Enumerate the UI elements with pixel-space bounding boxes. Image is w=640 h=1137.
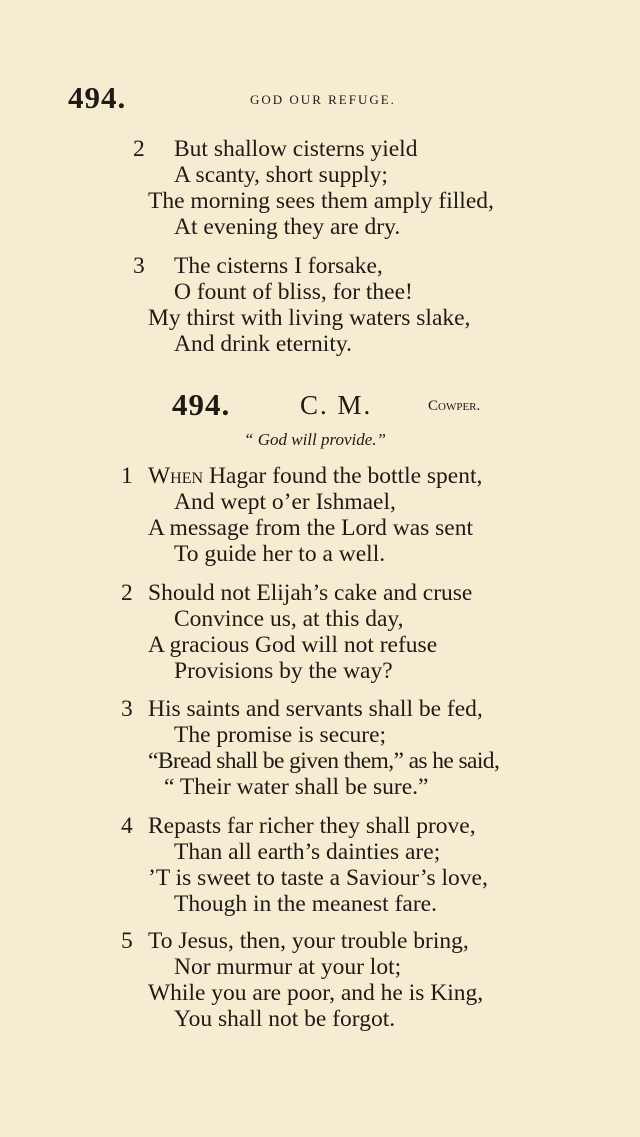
verse-line: You shall not be forgot. — [174, 1006, 396, 1032]
verse-line: A scanty, short supply; — [174, 162, 388, 188]
verse-line: Should not Elijah’s cake and cruse — [148, 580, 473, 606]
verse-line: At evening they are dry. — [174, 214, 401, 240]
verse-number: 3 — [133, 253, 145, 279]
verse-number: 2 — [121, 580, 133, 606]
hymn-number: 494. — [172, 387, 231, 422]
verse-line: ’T is sweet to taste a Saviour’s love, — [148, 865, 488, 891]
verse-line: The morning sees them amply filled, — [148, 188, 494, 214]
page-number: 494. — [68, 80, 127, 115]
verse-line: Than all earth’s dainties are; — [174, 839, 441, 865]
verse-line: Provisions by the way? — [174, 658, 393, 684]
verse-number: 2 — [133, 136, 145, 162]
verse-number: 4 — [121, 813, 133, 839]
verse-number: 3 — [121, 696, 133, 722]
verse-line: Repasts far richer they shall prove, — [148, 813, 476, 839]
hymn-author: Cowper. — [428, 398, 481, 414]
verse-line: And wept o’er Ishmael, — [174, 489, 396, 515]
verse-line: Though in the meanest fare. — [174, 891, 437, 917]
verse-line: To guide her to a well. — [174, 541, 386, 567]
verse-line: My thirst with living waters slake, — [148, 305, 471, 331]
verse-line: “Bread shall be given them,” as he said, — [148, 748, 500, 774]
verse-line: His saints and servants shall be fed, — [148, 696, 483, 722]
verse-line: When Hagar found the bottle spent, — [148, 463, 483, 489]
verse-line: And drink eternity. — [174, 331, 352, 357]
running-title: GOD OUR REFUGE. — [250, 92, 396, 107]
verse-line: The promise is secure; — [174, 722, 387, 748]
hymn-meter: C. M. — [300, 390, 373, 420]
verse-line: To Jesus, then, your trouble bring, — [148, 928, 469, 954]
verse-number: 1 — [121, 463, 133, 489]
verse-number: 5 — [121, 928, 133, 954]
verse-line: Nor murmur at your lot; — [174, 954, 402, 980]
verse-line: A message from the Lord was sent — [148, 515, 474, 541]
verse-line: But shallow cisterns yield — [174, 136, 418, 162]
verse-line: Convince us, at this day, — [174, 606, 404, 632]
verse-line: “ Their water shall be sure.” — [164, 774, 429, 800]
verse-line: The cisterns I forsake, — [174, 253, 383, 279]
first-word: When — [148, 463, 204, 489]
verse-line: O fount of bliss, for thee! — [174, 279, 413, 305]
hymn-subtitle: “ God will provide.” — [244, 430, 386, 449]
verse-line: A gracious God will not refuse — [148, 632, 438, 658]
verse-line: While you are poor, and he is King, — [148, 980, 484, 1006]
